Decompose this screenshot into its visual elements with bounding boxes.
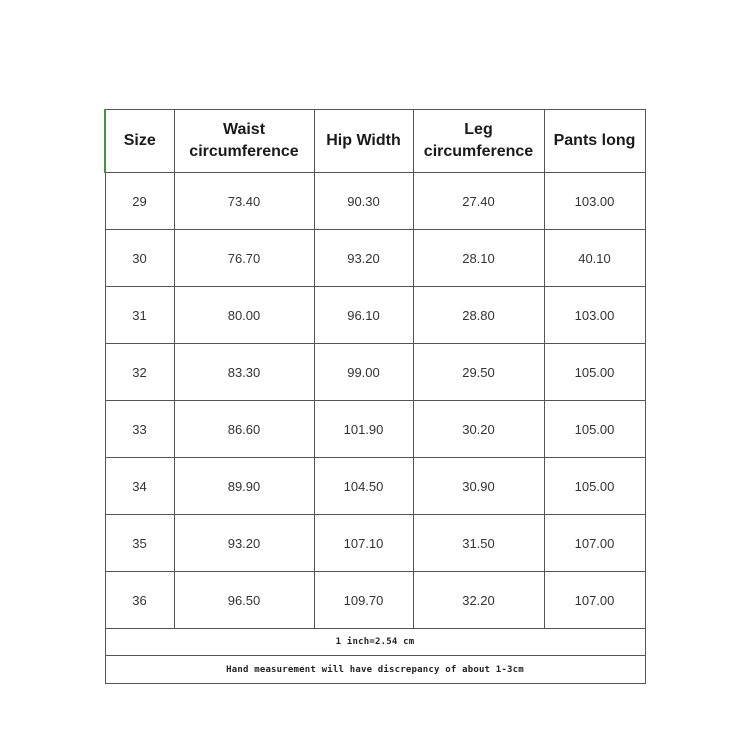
cell-size: 29 [105, 173, 174, 230]
note-row-conversion [105, 629, 645, 656]
table-body [105, 173, 645, 629]
note-row-discrepancy [105, 656, 645, 684]
cell-size: 32 [105, 344, 174, 401]
header-size: Size [105, 110, 174, 173]
cell-hip-width: 101.90 [314, 401, 413, 458]
cell-waist-circumference: 83.30 [174, 344, 314, 401]
cell-pants-long: 105.00 [544, 458, 645, 515]
cell-pants-long: 107.00 [544, 515, 645, 572]
cell-leg-circumference: 31.50 [413, 515, 544, 572]
note-discrepancy: Hand measurement will have discrepancy of about 1-3cm [105, 656, 645, 684]
size-chart-table [104, 109, 646, 684]
cell-leg-circumference: 29.50 [413, 344, 544, 401]
table-row [105, 458, 645, 515]
cell-size: 30 [105, 230, 174, 287]
cell-hip-width: 107.10 [314, 515, 413, 572]
header-waist-line-2: circumference [189, 143, 299, 160]
header-leg-line-2: circumference [423, 143, 534, 160]
header-waist-circumference [174, 110, 314, 173]
cell-size: 36 [105, 572, 174, 629]
header-leg-line-1: Leg [464, 121, 493, 138]
header-hip-width: Hip Width [314, 110, 413, 173]
table-row [105, 287, 645, 344]
cell-size: 34 [105, 458, 174, 515]
cell-hip-width: 104.50 [314, 458, 413, 515]
cell-leg-circumference: 28.80 [413, 287, 544, 344]
cell-waist-circumference: 73.40 [174, 173, 314, 230]
cell-waist-circumference: 96.50 [174, 572, 314, 629]
note-conversion: 1 inch=2.54 cm [105, 629, 645, 656]
table-row [105, 344, 645, 401]
cell-leg-circumference: 32.20 [413, 572, 544, 629]
cell-pants-long: 103.00 [544, 287, 645, 344]
cell-hip-width: 93.20 [314, 230, 413, 287]
cell-size: 35 [105, 515, 174, 572]
header-leg-circumference [413, 110, 544, 173]
cell-size: 31 [105, 287, 174, 344]
cell-waist-circumference: 93.20 [174, 515, 314, 572]
cell-waist-circumference: 89.90 [174, 458, 314, 515]
cell-size: 33 [105, 401, 174, 458]
cell-leg-circumference: 30.90 [413, 458, 544, 515]
header-waist-line-1: Waist [222, 121, 266, 138]
cell-leg-circumference: 27.40 [413, 173, 544, 230]
header-pants-long: Pants long [544, 110, 645, 173]
cell-hip-width: 109.70 [314, 572, 413, 629]
cell-waist-circumference: 86.60 [174, 401, 314, 458]
cell-hip-width: 99.00 [314, 344, 413, 401]
cell-leg-circumference: 30.20 [413, 401, 544, 458]
cell-leg-circumference: 28.10 [413, 230, 544, 287]
header-row [105, 110, 645, 173]
cell-pants-long: 105.00 [544, 401, 645, 458]
cell-hip-width: 96.10 [314, 287, 413, 344]
table-row [105, 572, 645, 629]
table-row [105, 230, 645, 287]
cell-pants-long: 103.00 [544, 173, 645, 230]
cell-pants-long: 105.00 [544, 344, 645, 401]
cell-hip-width: 90.30 [314, 173, 413, 230]
cell-waist-circumference: 80.00 [174, 287, 314, 344]
cell-pants-long: 107.00 [544, 572, 645, 629]
cell-waist-circumference: 76.70 [174, 230, 314, 287]
table-row [105, 173, 645, 230]
cell-pants-long: 40.10 [544, 230, 645, 287]
table-row [105, 401, 645, 458]
table-row [105, 515, 645, 572]
